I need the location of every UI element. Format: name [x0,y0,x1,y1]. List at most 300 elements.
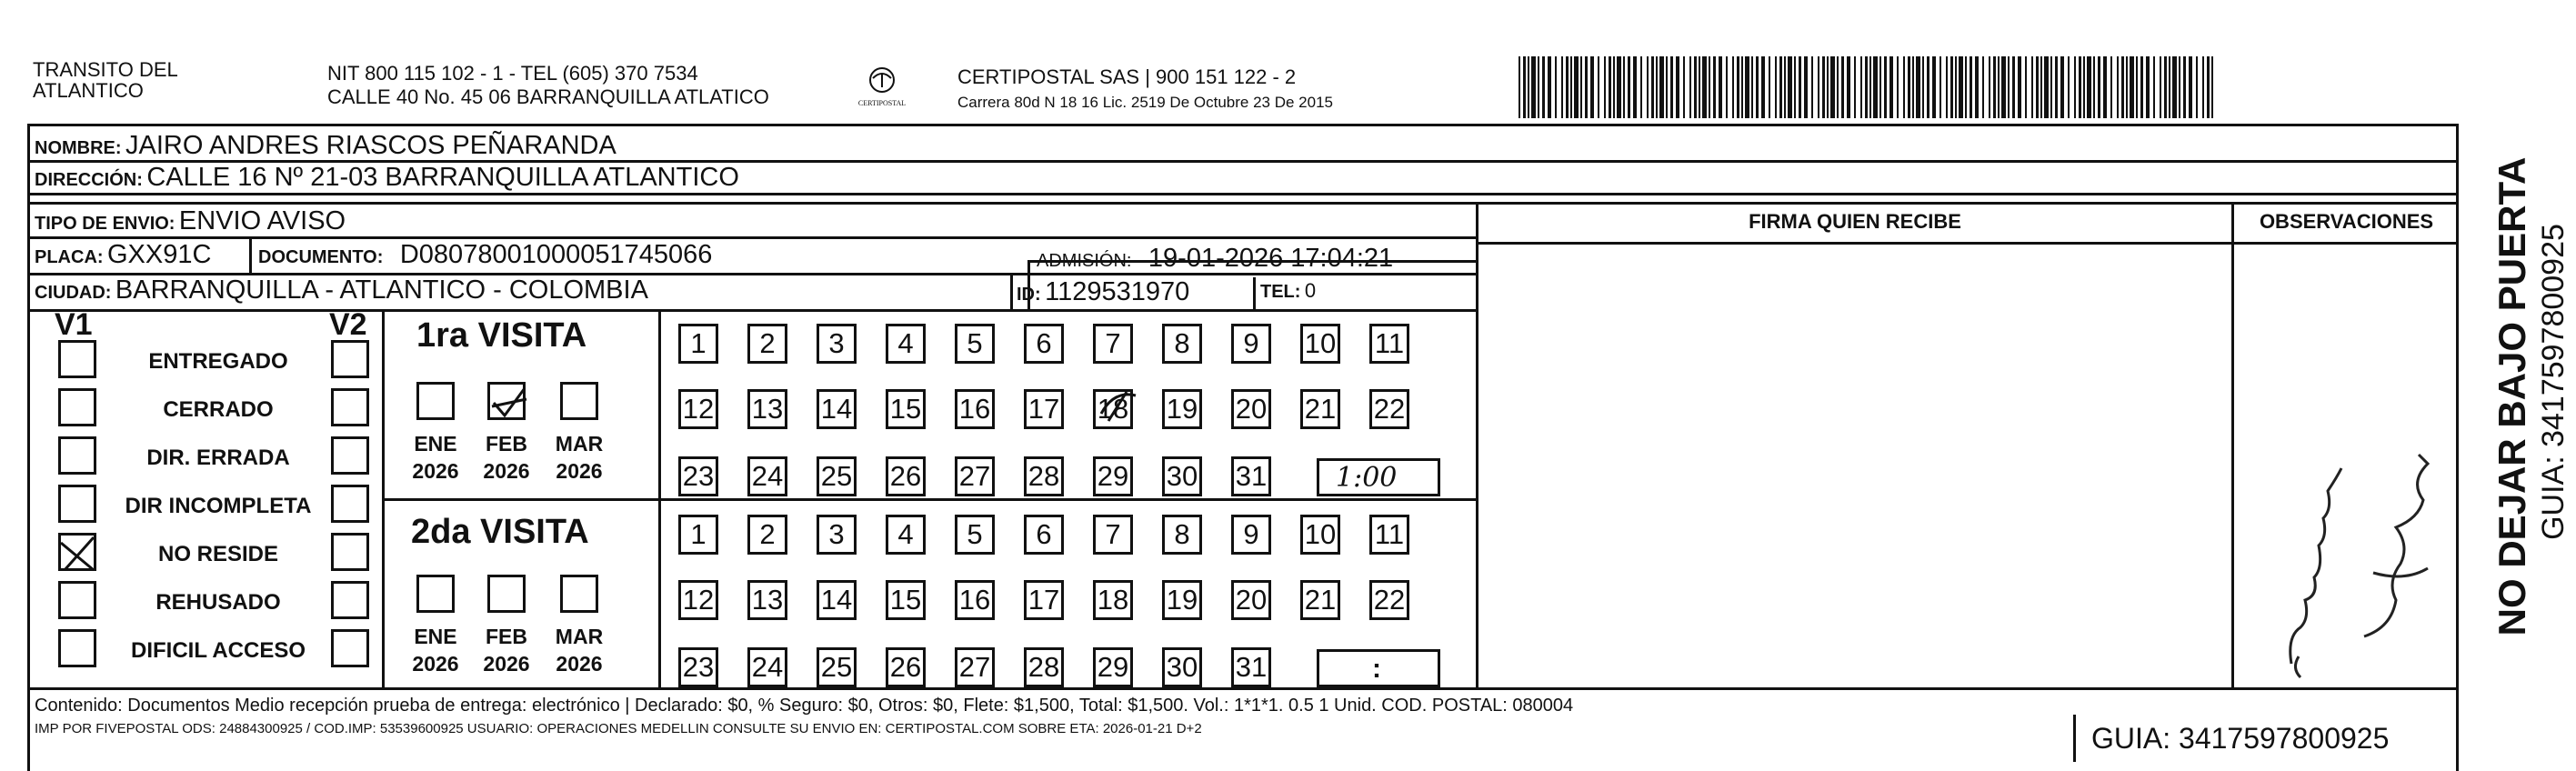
barcode-bar [1916,56,1920,118]
day-number: 10 [1304,518,1337,550]
day-number: 7 [1105,327,1121,359]
day-number: 18 [1097,584,1129,616]
day-number: 11 [1374,327,1405,359]
barcode-bar [2136,56,2138,118]
barcode-bar [1580,56,1582,118]
day-box[interactable] [1024,515,1064,555]
barcode-bar [1647,56,1649,118]
month-name: FEB [486,432,527,456]
v2-checkbox[interactable] [331,340,369,378]
month-label [475,431,538,486]
month-checkbox[interactable] [416,382,455,420]
day-box[interactable] [1024,324,1064,364]
month-year: 2026 [556,458,603,483]
visit2-title: 2da VISITA [411,513,589,551]
month-checkbox[interactable] [560,575,598,613]
barcode-bar [2164,56,2167,118]
document-row [258,242,712,268]
recipient-name: JAIRO ANDRES RIASCOS PEÑARANDA [125,131,616,160]
barcode-bar [1884,56,1887,118]
day-box[interactable] [955,515,995,555]
barcode-bar [1841,56,1844,118]
barcode-bar [1879,56,1881,118]
barcode-bar [1519,56,1520,118]
day-number: 3 [828,327,845,359]
day-number: 20 [1235,584,1268,616]
day-box[interactable] [1231,515,1271,555]
barcode-bar [1628,56,1630,118]
barcode-bar [2001,56,2006,118]
day-box[interactable] [747,580,787,620]
barcode-bar [2068,56,2070,118]
barcode-bar [2207,56,2210,118]
day-number: 14 [820,584,853,616]
day-box[interactable] [886,324,926,364]
day-number: 20 [1235,393,1268,425]
barcode-bar [1699,56,1700,118]
month-name: MAR [555,432,604,456]
day-box[interactable] [1093,647,1133,687]
barcode-bar [1827,56,1829,118]
barcode-bar [1982,56,1984,118]
day-number: 31 [1235,460,1268,492]
barcode-bar [2008,56,2010,118]
city-row [35,277,648,304]
day-number: 15 [889,584,922,616]
day-box[interactable] [1093,456,1133,496]
barcode-bar [1873,56,1878,118]
day-number: 12 [682,393,715,425]
barcode-bar [2093,56,2095,118]
barcode-bar [1903,56,1905,118]
month-year: 2026 [412,458,459,483]
v2-checkbox[interactable] [331,388,369,426]
handwritten-signature [2237,364,2455,682]
day-box[interactable] [1162,389,1202,429]
day-box[interactable] [1300,324,1340,364]
day-box[interactable] [1024,456,1064,496]
barcode-bar [1659,56,1664,118]
type-row [35,208,346,235]
barcode-bar [1811,56,1813,118]
barcode [1519,56,2219,118]
barcode-bar [1651,56,1654,118]
id-label: ID: [1017,285,1041,305]
day-number: 4 [897,327,914,359]
day-number: 19 [1166,393,1198,425]
v1-label: V1 [55,307,93,342]
barcode-bar [1889,56,1893,118]
day-box[interactable] [747,456,787,496]
barcode-bar [2211,56,2213,118]
barcode-bar [1670,56,1673,118]
day-number: 24 [751,651,784,683]
barcode-bar [2031,56,2033,118]
barcode-bar [2012,56,2015,118]
barcode-bar [1908,56,1910,118]
month-year: 2026 [412,651,459,676]
side-guia: GUIA: 3417597800925 [2536,224,2571,540]
tel-label: TEL: [1260,282,1301,302]
day-box[interactable] [817,515,857,555]
day-box[interactable] [1162,456,1202,496]
barcode-bar [2121,56,2124,118]
day-box[interactable] [955,389,995,429]
barcode-bar [1998,56,2000,118]
day-mark-icon [1096,386,1150,432]
day-box[interactable] [1093,389,1133,429]
barcode-bar [1702,56,1707,118]
day-box[interactable] [678,389,718,429]
day-number: 29 [1097,460,1129,492]
day-number: 28 [1027,651,1060,683]
day-box[interactable] [1024,647,1064,687]
city-value: BARRANQUILLA - ATLANTICO - COLOMBIA [115,275,648,305]
month-label [547,624,611,678]
barcode-bar [1623,56,1625,118]
day-box[interactable] [1231,389,1271,429]
barcode-bar [1542,56,1545,118]
month-label [404,431,467,486]
month-checkbox[interactable] [487,575,526,613]
barcode-bar [1617,56,1621,118]
barcode-bar [1784,56,1786,118]
admission-row [1037,245,1393,272]
id-row [1017,279,1189,305]
status-label: REHUSADO [155,590,281,615]
plate-row [35,242,211,268]
barcode-bar [2160,56,2161,118]
barcode-bar [1779,56,1782,118]
day-box[interactable] [1231,324,1271,364]
barcode-bar [2183,56,2186,118]
barcode-bar [1719,56,1722,118]
status-label: DIFICIL ACCESO [130,638,306,663]
barcode-bar [1769,56,1770,118]
day-number: 17 [1027,584,1060,616]
name-label-text: NOMBRE: [35,138,122,158]
barcode-bar [1683,56,1685,118]
barcode-bar [1865,56,1868,118]
day-number: 13 [751,584,784,616]
barcode-bar [1656,56,1658,118]
barcode-bar [1989,56,1990,118]
barcode-bar [1574,56,1579,118]
v2-checkbox[interactable] [331,629,369,667]
day-box[interactable] [886,389,926,429]
barcode-bar [1965,56,1967,118]
barcode-bar [1548,56,1551,118]
visit2-time-box[interactable] [1317,649,1440,687]
day-number: 22 [1373,584,1406,616]
barcode-bar [2117,56,2119,118]
barcode-bar [1751,56,1753,118]
day-box[interactable] [1369,324,1409,364]
day-box[interactable] [747,324,787,364]
barcode-bar [2098,56,2100,118]
signature-scribble-icon [2237,364,2455,682]
barcode-bar [1570,56,1572,118]
barcode-bar [1794,56,1796,118]
day-number: 5 [967,327,983,359]
barcode-bar [1713,56,1716,118]
admission-label: ADMISIÓN: [1037,251,1132,271]
city-label: CIUDAD: [35,283,112,303]
day-box[interactable] [1024,580,1064,620]
barcode-bar [1897,56,1899,118]
day-number: 26 [889,651,922,683]
side-warning: NO DEJAR BAJO PUERTA [2491,156,2533,636]
barcode-bar [1775,56,1777,118]
carrier-line2: Carrera 80d N 18 16 Lic. 2519 De Octubre 23 De 2015 [957,94,1333,111]
day-box[interactable] [955,324,995,364]
barcode-bar [1955,56,1957,118]
visit1-title: 1ra VISITA [416,316,587,355]
barcode-bar [1822,56,1825,118]
v2-checkbox[interactable] [331,485,369,523]
day-box[interactable] [1162,647,1202,687]
day-number: 26 [889,460,922,492]
month-year: 2026 [483,651,530,676]
day-number: 15 [889,393,922,425]
v2-checkbox[interactable] [331,533,369,571]
barcode-bar [1561,56,1563,118]
visit1-time-box[interactable] [1317,458,1440,496]
day-number: 4 [897,518,914,550]
day-box[interactable] [1369,515,1409,555]
barcode-bar [2169,56,2170,118]
barcode-bar [1940,56,1941,118]
barcode-bar [1946,56,1948,118]
day-box[interactable] [1231,647,1271,687]
day-number: 7 [1105,518,1121,550]
signature-header: FIRMA QUIEN RECIBE [1749,210,1961,233]
month-label [475,624,538,678]
barcode-bar [2153,56,2155,118]
barcode-bar [1633,56,1637,118]
barcode-bar [1993,56,1996,118]
tel-row [1260,281,1316,301]
barcode-bar [1523,56,1526,118]
carrier-logo [846,64,918,115]
day-number: 27 [958,651,991,683]
day-box[interactable] [1231,456,1271,496]
shipment-type: ENVIO AVISO [178,206,346,235]
day-box[interactable] [886,456,926,496]
day-box[interactable] [678,324,718,364]
barcode-bars [1519,56,2219,118]
day-box[interactable] [1369,580,1409,620]
day-box[interactable] [1162,580,1202,620]
month-name: ENE [414,625,457,648]
footer-content: Contenido: Documentos Medio recepción prueba de entrega: electrónico | Declarado: $0, % Seguro: $0, Otros: $0, Flete: $1,500, Total: $1,500. Vol.: 1*1*1. 0.5 1 Unid. COD. POSTAL: 080004 [35,696,1574,716]
barcode-bar [2110,56,2112,118]
barcode-bar [2083,56,2085,118]
month-checkbox[interactable] [560,382,598,420]
barcode-bar [1912,56,1914,118]
day-box[interactable] [817,647,857,687]
day-box[interactable] [1231,580,1271,620]
day-number: 3 [828,518,845,550]
day-box[interactable] [747,647,787,687]
day-number: 16 [958,393,991,425]
day-box[interactable] [678,647,718,687]
barcode-bar [1741,56,1743,118]
day-number: 5 [967,518,983,550]
barcode-bar [2202,56,2204,118]
barcode-bar [1970,56,1972,118]
barcode-bar [1818,56,1819,118]
sender-company-line1: TRANSITO DEL [33,58,178,81]
day-box[interactable] [817,456,857,496]
barcode-bar [2189,56,2192,118]
day-number: 28 [1027,460,1060,492]
month-label [404,624,467,678]
day-box[interactable] [1093,580,1133,620]
day-box[interactable] [955,580,995,620]
day-number: 10 [1304,327,1337,359]
barcode-bar [1804,56,1808,118]
day-number: 9 [1243,327,1259,359]
barcode-bar [2074,56,2076,118]
day-number: 13 [751,393,784,425]
day-box[interactable] [747,515,787,555]
barcode-bar [2055,56,2058,118]
day-number: 25 [820,651,853,683]
barcode-bar [2044,56,2049,118]
barcode-bar [1689,56,1691,118]
day-number: 17 [1027,393,1060,425]
month-name: ENE [414,432,457,456]
barcode-bar [1666,56,1668,118]
day-box[interactable] [747,389,787,429]
barcode-bar [2172,56,2177,118]
day-box[interactable] [817,324,857,364]
month-checkbox[interactable] [487,382,526,420]
day-box[interactable] [678,515,718,555]
month-checkbox[interactable] [416,575,455,613]
plate-label: PLACA: [35,247,104,267]
v2-checkbox[interactable] [331,436,369,475]
status-label: ENTREGADO [148,349,288,374]
type-label: TIPO DE ENVIO: [35,214,175,234]
barcode-bar [2179,56,2180,118]
day-number: 30 [1166,460,1198,492]
day-number: 1 [690,518,707,550]
observations-header: OBSERVACIONES [2259,210,2434,233]
tel-value: 0 [1304,279,1317,302]
barcode-bar [1854,56,1856,118]
barcode-bar [1860,56,1862,118]
barcode-bar [1761,56,1765,118]
barcode-bar [1590,56,1594,118]
month-year: 2026 [483,458,530,483]
day-box[interactable] [886,580,926,620]
day-box[interactable] [1300,515,1340,555]
day-number: 6 [1036,518,1052,550]
day-box[interactable] [1162,324,1202,364]
day-box[interactable] [1093,324,1133,364]
v2-checkbox[interactable] [331,581,369,619]
sender-address: CALLE 40 No. 45 06 BARRANQUILLA ATLATICO [327,85,769,108]
barcode-bar [1950,56,1953,118]
barcode-bar [1709,56,1710,118]
barcode-bar [1609,56,1611,118]
day-box[interactable] [1300,389,1340,429]
visit2-time: : [1372,654,1381,684]
barcode-bar [1555,56,1557,118]
day-box[interactable] [1162,515,1202,555]
day-box[interactable] [955,647,995,687]
day-number: 24 [751,460,784,492]
barcode-bar [1737,56,1739,118]
day-number: 6 [1036,327,1052,359]
sender-nit: NIT 800 115 102 - 1 - TEL (605) 370 7534 [327,62,698,85]
barcode-bar [1799,56,1801,118]
day-number: 30 [1166,651,1198,683]
day-number: 12 [682,584,715,616]
barcode-bar [2050,56,2052,118]
day-box[interactable] [1093,515,1133,555]
day-number: 21 [1304,393,1337,425]
day-box[interactable] [817,389,857,429]
day-box[interactable] [886,647,926,687]
check-mark-icon [490,385,528,423]
barcode-bar [1830,56,1835,118]
day-number: 29 [1097,651,1129,683]
barcode-bar [1959,56,1963,118]
barcode-bar [2146,56,2150,118]
status-label: CERRADO [163,397,274,422]
barcode-bar [1538,56,1539,118]
day-number: 11 [1374,518,1405,550]
barcode-bar [2196,56,2198,118]
barcode-bar [1975,56,1979,118]
admission-value: 19-01-2026 17:04:21 [1148,244,1394,273]
barcode-bar [2079,56,2081,118]
day-box[interactable] [886,515,926,555]
barcode-bar [1676,56,1679,118]
barcode-bar [1745,56,1749,118]
visit1-time-handwritten: 1:00 [1336,462,1398,494]
barcode-bar [2103,56,2107,118]
day-box[interactable] [955,456,995,496]
barcode-bar [1528,56,1529,118]
barcode-bar [1640,56,1642,118]
barcode-bar [2018,56,2021,118]
document-value: D08078001000051745066 [399,240,713,269]
day-number: 22 [1373,393,1406,425]
day-number: 8 [1174,518,1190,550]
day-box[interactable] [1024,389,1064,429]
barcode-bar [1598,56,1599,118]
status-label: DIR. ERRADA [146,446,290,470]
day-box[interactable] [1300,580,1340,620]
day-box[interactable] [1369,389,1409,429]
month-year: 2026 [556,651,603,676]
day-box[interactable] [678,580,718,620]
barcode-bar [2040,56,2042,118]
plate-value: GXX91C [107,240,212,269]
name-label [35,133,616,159]
day-number: 9 [1243,518,1259,550]
day-number: 14 [820,393,853,425]
day-box[interactable] [678,456,718,496]
day-box[interactable] [817,580,857,620]
v2-label: V2 [329,307,367,342]
day-number: 16 [958,584,991,616]
barcode-bar [1531,56,1536,118]
